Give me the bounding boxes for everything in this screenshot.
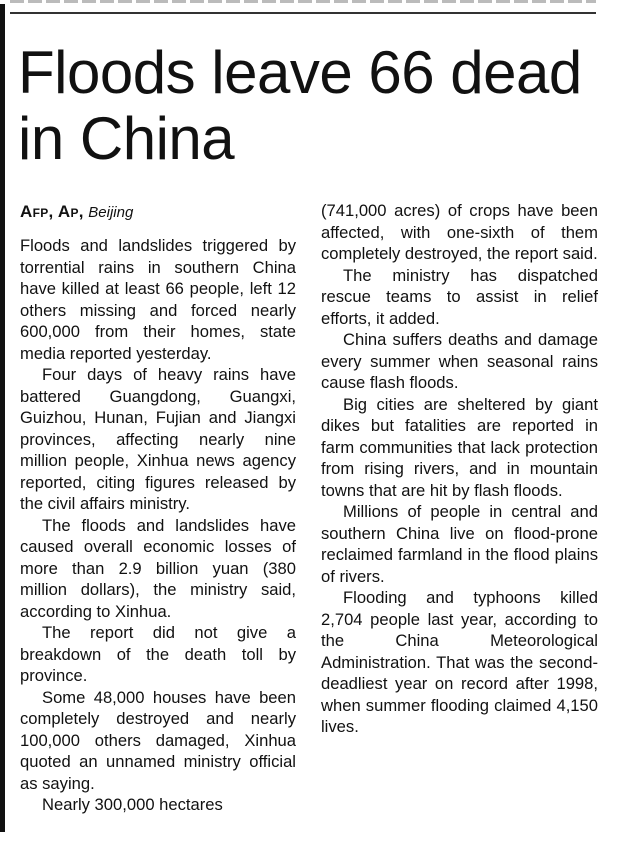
column-right bbox=[321, 200, 598, 738]
paragraph: The ministry has dispatched rescue teams to assist in relief efforts, it added. bbox=[321, 265, 598, 328]
paragraph: Flooding and typhoons killed 2,704 people last year, according to the China Meteorological Administration. That was the second-deadliest year on record after 1998, when summer flooding claimed 4,150 lives. bbox=[321, 588, 598, 736]
paragraph: The floods and landslides have caused overall economic losses of more than 2.9 billion yuan (380 million dollars), the ministry said, according to Xinhua. bbox=[20, 515, 296, 621]
left-border-bar bbox=[0, 4, 5, 832]
paragraph: Big cities are sheltered by giant dikes but fatalities are reported in farm communities that lack protection from rising rivers, and in mountain towns that are hit by flash floods. bbox=[321, 394, 598, 500]
paragraph: China suffers deaths and damage every summer when seasonal rains cause flash floods. bbox=[321, 330, 598, 392]
paragraph: The report did not give a breakdown of the death toll by province. bbox=[20, 623, 296, 685]
paragraph: Nearly 300,000 hectares bbox=[42, 795, 223, 814]
paragraph: (741,000 acres) of crops have been affected, with one-sixth of them completely destroyed, the report said. bbox=[321, 201, 598, 263]
headline: Floods leave 66 dead in China bbox=[18, 39, 582, 172]
column-left bbox=[20, 200, 296, 816]
paragraph: Four days of heavy rains have battered Guangdong, Guangxi, Guizhou, Hunan, Fujian and Jiangxi provinces, affecting nearly nine million people, Xinhua news agency reported, citing figures released by the civil affairs ministry. bbox=[20, 365, 296, 513]
paragraph: Floods and landslides triggered by torrential rains in southern China have killed at least 66 people, left 12 others missing and forced nearly 600,000 from their homes, state media reported yesterday. bbox=[20, 236, 296, 363]
paragraph: Some 48,000 houses have been completely destroyed and nearly 100,000 others damaged, Xinhua quoted an unnamed ministry official as saying. bbox=[20, 687, 296, 793]
byline-agencies: Afp, Ap, bbox=[20, 202, 84, 221]
previous-article-edge bbox=[10, 0, 596, 3]
byline bbox=[20, 200, 296, 225]
top-rule bbox=[10, 12, 596, 14]
paragraph: Millions of people in central and southern China live on flood-prone reclaimed farmland in the flood plains of rivers. bbox=[321, 502, 598, 586]
byline-dateline: Beijing bbox=[88, 204, 134, 221]
